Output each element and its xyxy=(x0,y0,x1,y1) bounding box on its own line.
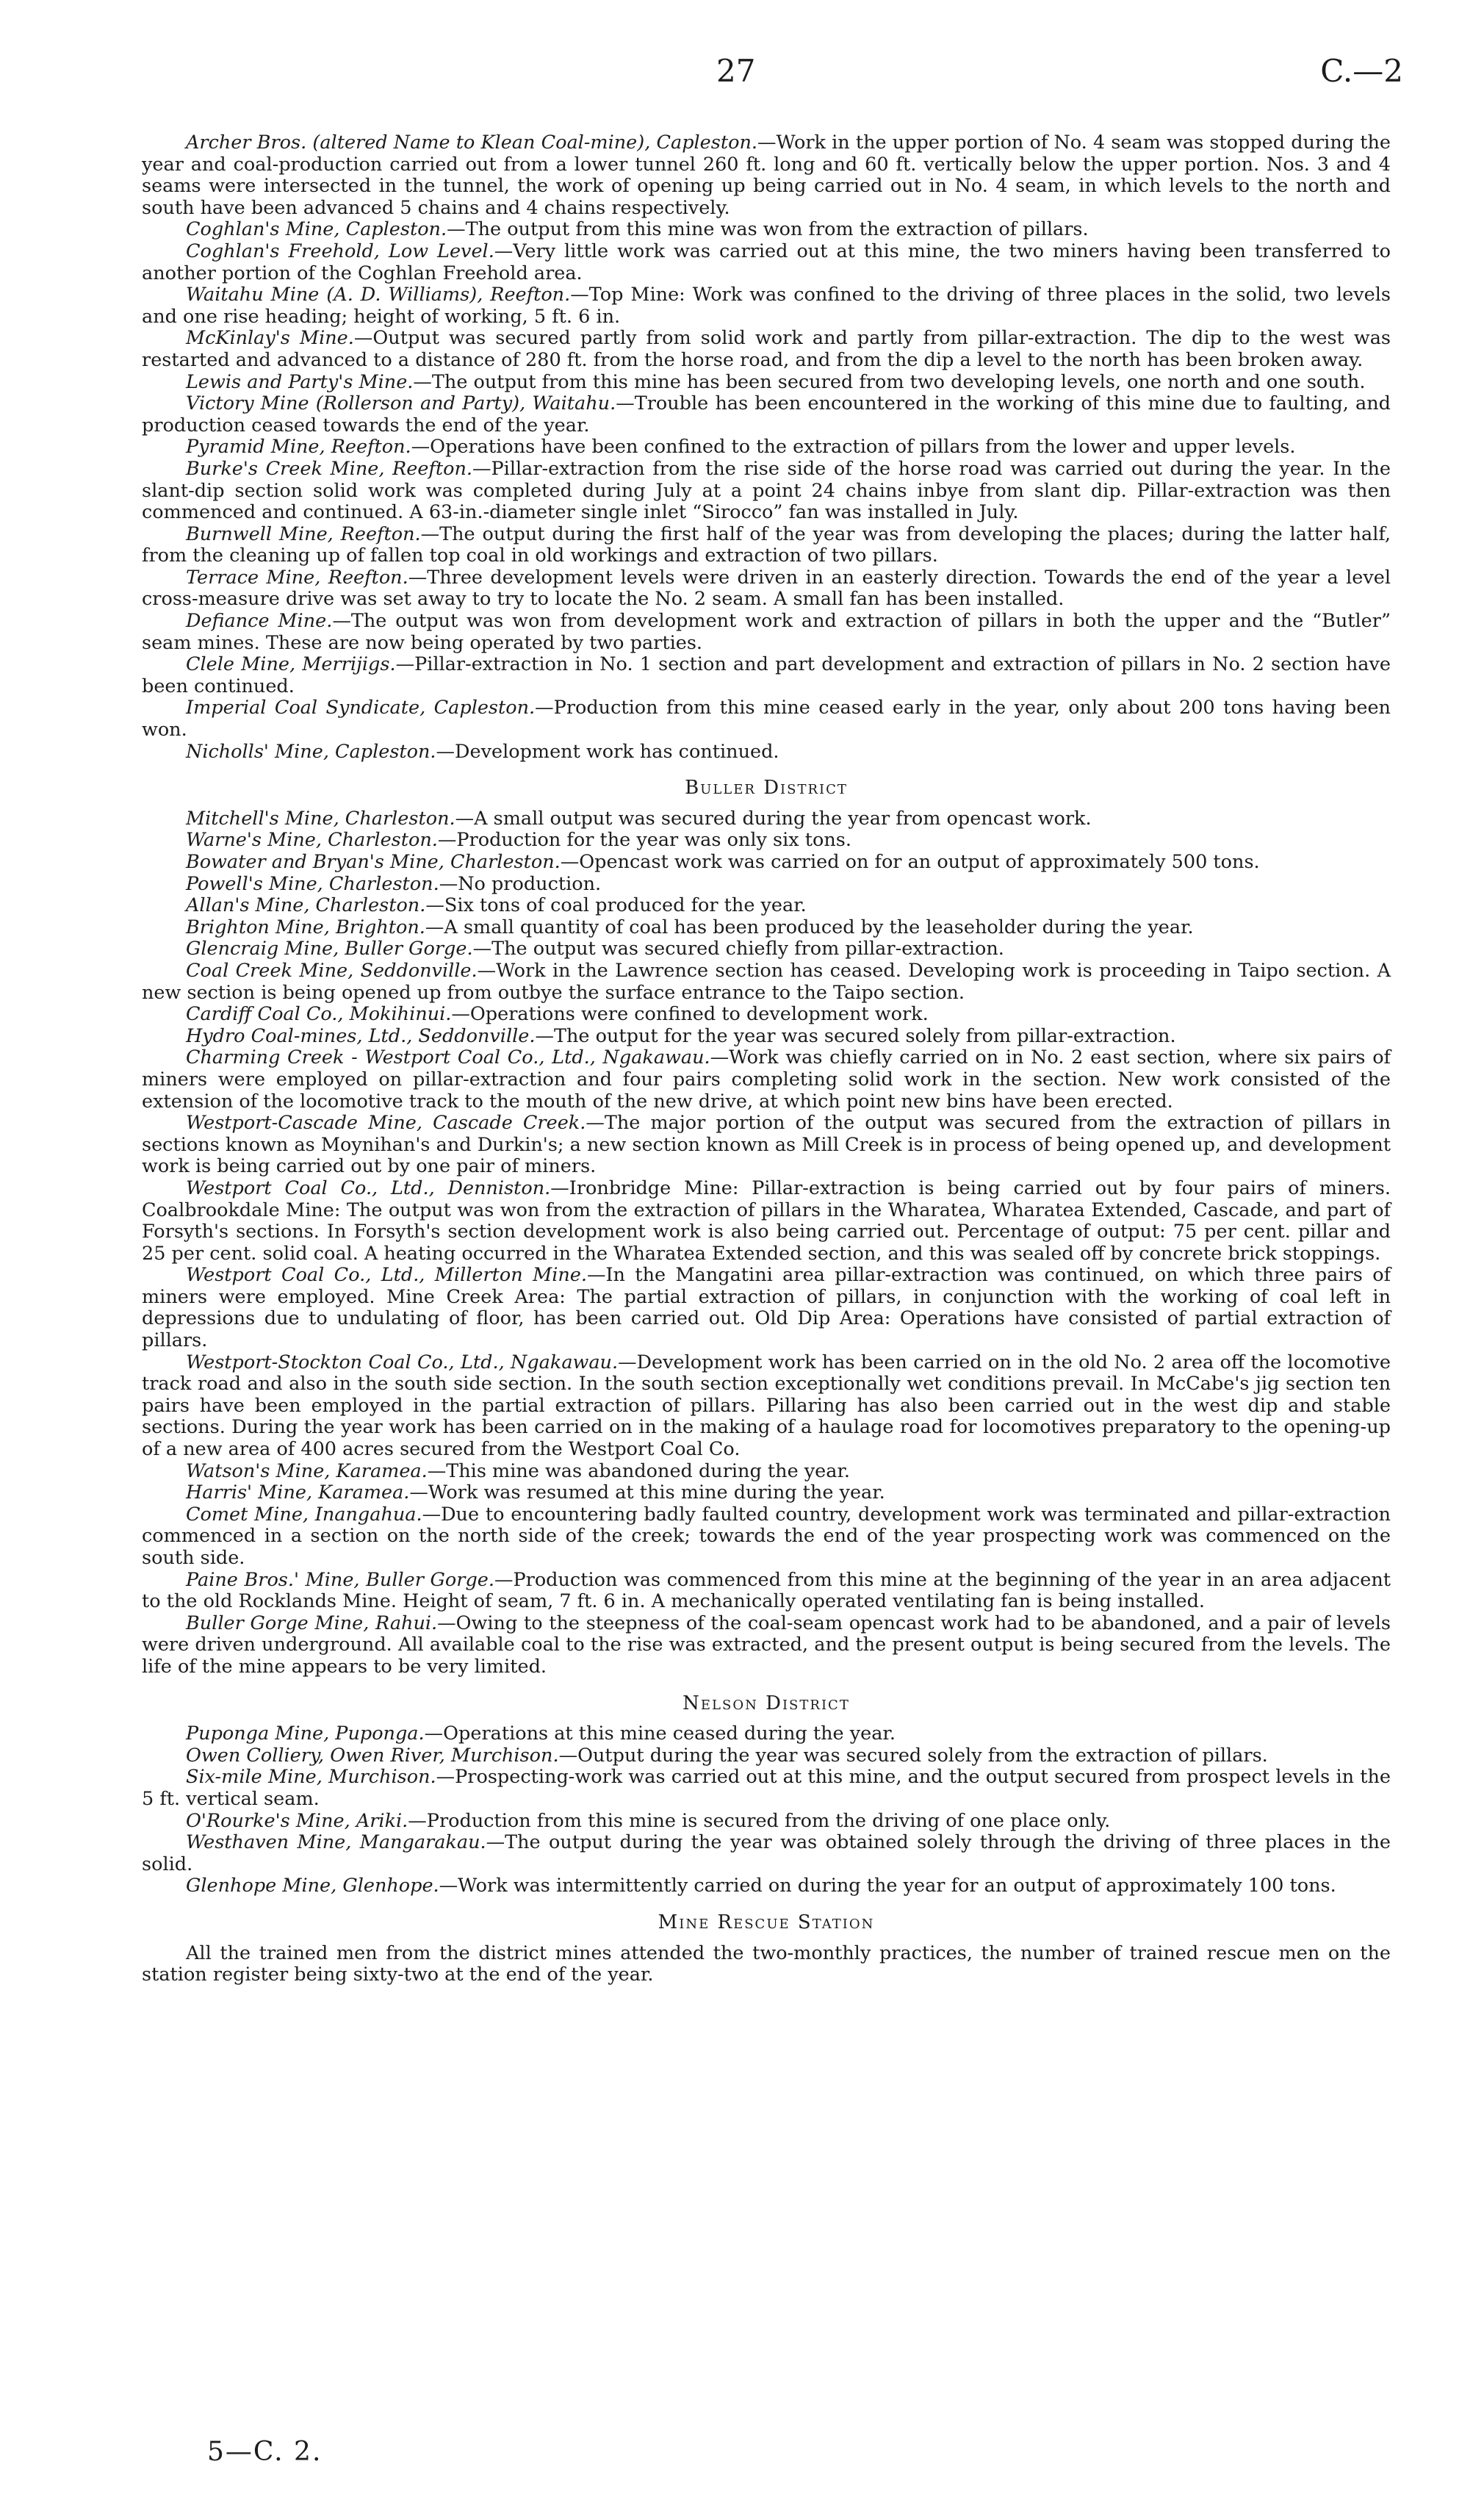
paragraph-text: —The output from this mine has been secured from two developing levels, one north and one south. xyxy=(413,370,1366,393)
mine-report-paragraph xyxy=(142,437,1391,459)
paragraph-text: —Output during the year was secured solely from the extraction of pillars. xyxy=(558,1744,1268,1767)
mine-name: Powell's Mine, Charleston. xyxy=(186,872,439,895)
mine-report-paragraph xyxy=(142,132,1391,219)
mine-report-paragraph xyxy=(142,874,1391,896)
paragraph-text: —A small output was secured during the year from opencast work. xyxy=(455,807,1092,830)
mine-name: Westport Coal Co., Ltd., Millerton Mine. xyxy=(186,1264,587,1287)
mine-report-paragraph xyxy=(142,372,1391,394)
mine-name: Coal Creek Mine, Seddonville. xyxy=(186,959,478,982)
mine-report-paragraph xyxy=(142,1570,1391,1613)
mine-name: Pyramid Mine, Reefton. xyxy=(186,436,411,459)
mine-report-paragraph xyxy=(142,917,1391,939)
mine-report-paragraph xyxy=(142,1943,1391,1986)
mine-name: Waitahu Mine (A. D. Williams), Reefton. xyxy=(186,284,571,306)
mine-report-paragraph xyxy=(142,328,1391,371)
page-footer-signature: 5—C. 2. xyxy=(207,2437,323,2467)
mine-report-paragraph xyxy=(142,960,1391,1004)
mine-name: Comet Mine, Inangahua. xyxy=(186,1503,422,1526)
district-heading: Buller District xyxy=(685,777,848,800)
mine-name: Bowater and Bryan's Mine, Charleston. xyxy=(186,851,561,873)
paragraph-text: —No production. xyxy=(439,872,602,895)
paragraph-text: —Production for the year was only six tons. xyxy=(437,829,851,852)
paragraph-text: —The major portion of the output was secured from the extraction of pillars in sections known as Moynihan's and Durkin's; a new section known as Mill Creek is in process of being opened up, and development work is being carried out by one pair of miners. xyxy=(142,1112,1391,1178)
paragraph-text: —This mine was abandoned during the year. xyxy=(427,1459,850,1482)
mine-report-paragraph xyxy=(142,1026,1391,1048)
mine-report-paragraph xyxy=(142,1767,1391,1810)
paragraph-text: —Work in the Lawrence section has ceased. Developing work is proceeding in Taipo section. A new section is being opened up from outbye the surface entrance to the Taipo section. xyxy=(142,959,1391,1004)
mine-name: Terrace Mine, Reefton. xyxy=(186,566,408,589)
mine-report-paragraph xyxy=(142,830,1391,852)
mine-report-paragraph xyxy=(142,1265,1391,1351)
mine-report-paragraph xyxy=(142,611,1391,654)
mine-report-paragraph xyxy=(142,241,1391,284)
mine-name: McKinlay's Mine. xyxy=(186,327,354,350)
mine-name: Victory Mine (Rollerson and Party), Waitahu. xyxy=(186,392,616,415)
mine-report-paragraph xyxy=(142,219,1391,241)
mine-name: Six-mile Mine, Murchison. xyxy=(186,1766,436,1789)
mine-name: O'Rourke's Mine, Ariki. xyxy=(186,1809,408,1832)
paragraph-text: —Trouble has been encountered in the working of this mine due to faulting, and production ceased towards the end of the year. xyxy=(142,392,1391,437)
mine-name: Westhaven Mine, Mangarakau. xyxy=(186,1831,486,1854)
paragraph-text: —Output was secured partly from solid work and partly from pillar-extraction. The dip to the west was restarted and advanced to a distance of 280 ft. from the horse road, and from the dip a level to the north has been broken away. xyxy=(142,327,1391,371)
mine-report-paragraph xyxy=(142,1723,1391,1745)
paragraph-text: —Work in the upper portion of No. 4 seam was stopped during the year and coal-production carried out from a lower tunnel 260 ft. long and 60 ft. vertically below the upper portion. Nos. 3 and 4 seams were intersected in the tunnel, the work of opening up being carried out in No. 4 seam, in which levels to the north and south have been advanced 5 chains and 4 chains respectively. xyxy=(142,132,1391,219)
mine-name: Coghlan's Freehold, Low Level. xyxy=(186,240,494,262)
document-reference: C.—2 xyxy=(1320,53,1403,89)
paragraph-text: —Prospecting-work was carried out at this mine, and the output secured from prospect levels in the 5 ft. vertical seam. xyxy=(142,1766,1391,1810)
mine-report-paragraph xyxy=(142,567,1391,611)
paragraph-text: —Production was commenced from this mine at the beginning of the year in an area adjacent to the old Rocklands Mine. Height of seam, 7 ft. 6 in. A mechanically operated ventilating fan is being installed. xyxy=(142,1568,1391,1613)
paragraph-text: —Development work has continued. xyxy=(436,740,779,763)
mine-name: Coghlan's Mine, Capleston. xyxy=(186,218,447,241)
mine-name: Watson's Mine, Karamea. xyxy=(186,1459,428,1482)
mine-report-paragraph xyxy=(142,1113,1391,1178)
mine-name: Paine Bros.' Mine, Buller Gorge. xyxy=(186,1568,494,1591)
mine-name: Burnwell Mine, Reefton. xyxy=(186,522,421,545)
paragraph-text: —Top Mine: Work was confined to the driving of three places in the solid, two levels and one rise heading; height of working, 5 ft. 6 in. xyxy=(142,284,1391,328)
paragraph-text: —Operations were confined to development work. xyxy=(451,1003,929,1026)
paragraph-text: —The output for the year was secured solely from pillar-extraction. xyxy=(535,1024,1176,1047)
mine-name: Glencraig Mine, Buller Gorge. xyxy=(186,938,473,960)
paragraph-text: —The output was secured chiefly from pillar-extraction. xyxy=(472,938,1004,960)
paragraph-text: —Pillar-extraction from the rise side of the horse road was carried out during the year. In the slant-dip section solid work was completed during July at a point 24 chains inbye from slant dip. Pillar-extraction was then commenced and continued. A 63-in.-diameter single inlet “Sirocco” fan was installed in July. xyxy=(142,457,1391,524)
mine-name: Warne's Mine, Charleston. xyxy=(186,829,438,852)
mine-name: Clele Mine, Merrijigs. xyxy=(186,653,396,676)
page-header xyxy=(0,53,1484,97)
paragraph-text: —The output during the year was obtained solely through the driving of three places in the solid. xyxy=(142,1831,1391,1875)
mine-report-paragraph xyxy=(142,1811,1391,1833)
mine-name: Charming Creek - Westport Coal Co., Ltd., Ngakawau. xyxy=(186,1046,710,1069)
paragraph-text: —Work was chiefly carried on in No. 2 east section, where six pairs of miners were employed on pillar-extraction and four pairs completing solid work in the section. New work consisted of the extension of the locomotive track to the mouth of the new drive, at which point new bins have been erected. xyxy=(142,1046,1391,1113)
district-heading: Mine Rescue Station xyxy=(658,1911,875,1933)
paragraph-text: —Pillar-extraction in No. 1 section and part development and extraction of pillars in No. 2 section have been continued. xyxy=(142,653,1391,697)
paragraph-text: —Very little work was carried out at this mine, the two miners having been transferred to another portion of the Coghlan Freehold area. xyxy=(142,240,1391,284)
mine-report-paragraph xyxy=(142,1461,1391,1483)
paragraph-text: —Operations at this mine ceased during the year. xyxy=(424,1723,896,1745)
paragraph-text: All the trained men from the district mines attended the two-monthly practices, the number of trained rescue men on the station register being sixty-two at the end of the year. xyxy=(142,1942,1391,1986)
mine-report-paragraph xyxy=(142,284,1391,328)
mine-name: Nicholls' Mine, Capleston. xyxy=(186,740,436,763)
paragraph-text: —Operations have been confined to the extraction of pillars from the lower and upper levels. xyxy=(411,436,1296,459)
paragraph-text: —In the Mangatini area pillar-extraction was continued, on which three pairs of miners were employed. Mine Creek Area: The partial extraction of pillars, in conjunction with the working of coal left in depressions due to undulating of floor, has been carried out. Old Dip Area: Operations have consisted of partial extraction of pillars. xyxy=(142,1264,1391,1352)
mine-name: Imperial Coal Syndicate, Capleston. xyxy=(186,697,536,719)
paragraph-text: —The output during the first half of the year was from developing the places; during the latter half, from the cleaning up of fallen top coal in old workings and extraction of two pillars. xyxy=(142,522,1391,567)
mine-name: Burke's Creek Mine, Reefton. xyxy=(186,457,472,480)
mine-name: Westport-Stockton Coal Co., Ltd., Ngakawau. xyxy=(186,1351,619,1373)
mine-name: Puponga Mine, Puponga. xyxy=(186,1723,425,1745)
paragraph-text: —Six tons of coal produced for the year. xyxy=(425,894,807,917)
mine-name: Defiance Mine. xyxy=(186,610,333,633)
mine-report-paragraph xyxy=(142,1875,1391,1897)
paragraph-text: —Work was resumed at this mine during the year. xyxy=(409,1481,885,1504)
report-body xyxy=(142,132,1391,1986)
mine-report-paragraph xyxy=(142,393,1391,437)
mine-report-paragraph xyxy=(142,654,1391,697)
mine-report-paragraph xyxy=(142,938,1391,960)
mine-name: Cardiff Coal Co., Mokihinui. xyxy=(186,1003,452,1026)
mine-report-paragraph xyxy=(142,697,1391,741)
mine-report-paragraph xyxy=(142,459,1391,524)
mine-report-paragraph xyxy=(142,524,1391,567)
paragraph-text: —Owing to the steepness of the coal-seam opencast work had to be abandoned, and a pair of levels were driven underground. All available coal to the rise was extracted, and the present output is being secured from the levels. The life of the mine appears to be very limited. xyxy=(142,1612,1391,1678)
mine-name: Mitchell's Mine, Charleston. xyxy=(186,807,455,830)
paragraph-text: —Due to encountering badly faulted country, development work was terminated and pillar-extraction commenced in a section on the north side of the creek; towards the end of the year prospecting work was commenced on the south side. xyxy=(142,1503,1391,1569)
mine-report-paragraph xyxy=(142,1832,1391,1875)
mine-name: Harris' Mine, Karamea. xyxy=(186,1481,410,1504)
mine-name: Westport Coal Co., Ltd., Denniston. xyxy=(186,1177,551,1199)
mine-report-paragraph xyxy=(142,1504,1391,1570)
mine-name: Owen Colliery, Owen River, Murchison. xyxy=(186,1744,559,1767)
mine-report-paragraph xyxy=(142,808,1391,830)
mine-report-paragraph xyxy=(142,1004,1391,1026)
paragraph-text: —Development work has been carried on in the old No. 2 area off the locomotive track road and also in the south side section. In the south section exceptionally wet conditions prevail. In McCabe's jig section ten pairs have been employed in the partial extraction of pillars. Pillaring has also been carried out in the west dip and stable sections. During the year work has been carried on in the making of a haulage road for locomotives preparatory to the opening-up of a new area of 400 acres secured from the Westport Coal Co. xyxy=(142,1351,1391,1461)
mine-report-paragraph xyxy=(142,741,1391,764)
paragraph-text: —Work was intermittently carried on during the year for an output of approximately 100 tons. xyxy=(439,1875,1336,1897)
mine-name: Lewis and Party's Mine. xyxy=(186,370,414,393)
mine-report-paragraph xyxy=(142,1745,1391,1767)
paragraph-text: —Production from this mine ceased early in the year, only about 200 tons having been won. xyxy=(142,697,1391,741)
mine-name: Brighton Mine, Brighton. xyxy=(186,916,425,938)
paragraph-text: —Three development levels were driven in an easterly direction. Towards the end of the year a level cross-measure drive was set away to try to locate the No. 2 seam. A small fan has been installed. xyxy=(142,566,1391,611)
mine-name: Buller Gorge Mine, Rahui. xyxy=(186,1612,438,1634)
paragraph-text: —A small quantity of coal has been produced by the leaseholder during the year. xyxy=(425,916,1194,938)
mine-report-paragraph xyxy=(142,895,1391,917)
district-heading: Nelson District xyxy=(682,1692,850,1714)
mine-report-paragraph xyxy=(142,1352,1391,1461)
mine-name: Westport-Cascade Mine, Cascade Creek. xyxy=(186,1112,586,1135)
mine-name: Glenhope Mine, Glenhope. xyxy=(186,1875,439,1897)
mine-name: Allan's Mine, Charleston. xyxy=(186,894,426,917)
paragraph-text: —The output from this mine was won from the extraction of pillars. xyxy=(447,218,1089,241)
page-number: 27 xyxy=(716,53,756,89)
paragraph-text: —Ironbridge Mine: Pillar-extraction is being carried out by four pairs of miners. Coalbrookdale Mine: The output was won from the extraction of pillars in the Wharatea, Wharatea Extended, Cascade, and part of Forsyth's sections. In Forsyth's section development work is also being carried out. Percentage of output: 75 per cent. pillar and 25 per cent. solid coal. A heating occurred in the Wharatea Extended section, and this was sealed off by concrete brick stoppings. xyxy=(142,1177,1391,1265)
paragraph-text: —Production from this mine is secured from the driving of one place only. xyxy=(408,1809,1111,1832)
mine-report-paragraph xyxy=(142,1613,1391,1678)
mine-name: Archer Bros. (altered Name to Klean Coal-mine), Capleston. xyxy=(186,132,757,154)
paragraph-text: —Opencast work was carried on for an output of approximately 500 tons. xyxy=(560,851,1260,873)
mine-report-paragraph xyxy=(142,1482,1391,1504)
paragraph-text: —The output was won from development work and extraction of pillars in both the upper and the “Butler” seam mines. These are now being operated by two parties. xyxy=(142,610,1391,654)
mine-report-paragraph xyxy=(142,852,1391,874)
mine-report-paragraph xyxy=(142,1178,1391,1265)
mine-report-paragraph xyxy=(142,1047,1391,1113)
mine-name: Hydro Coal-mines, Ltd., Seddonville. xyxy=(186,1024,536,1047)
